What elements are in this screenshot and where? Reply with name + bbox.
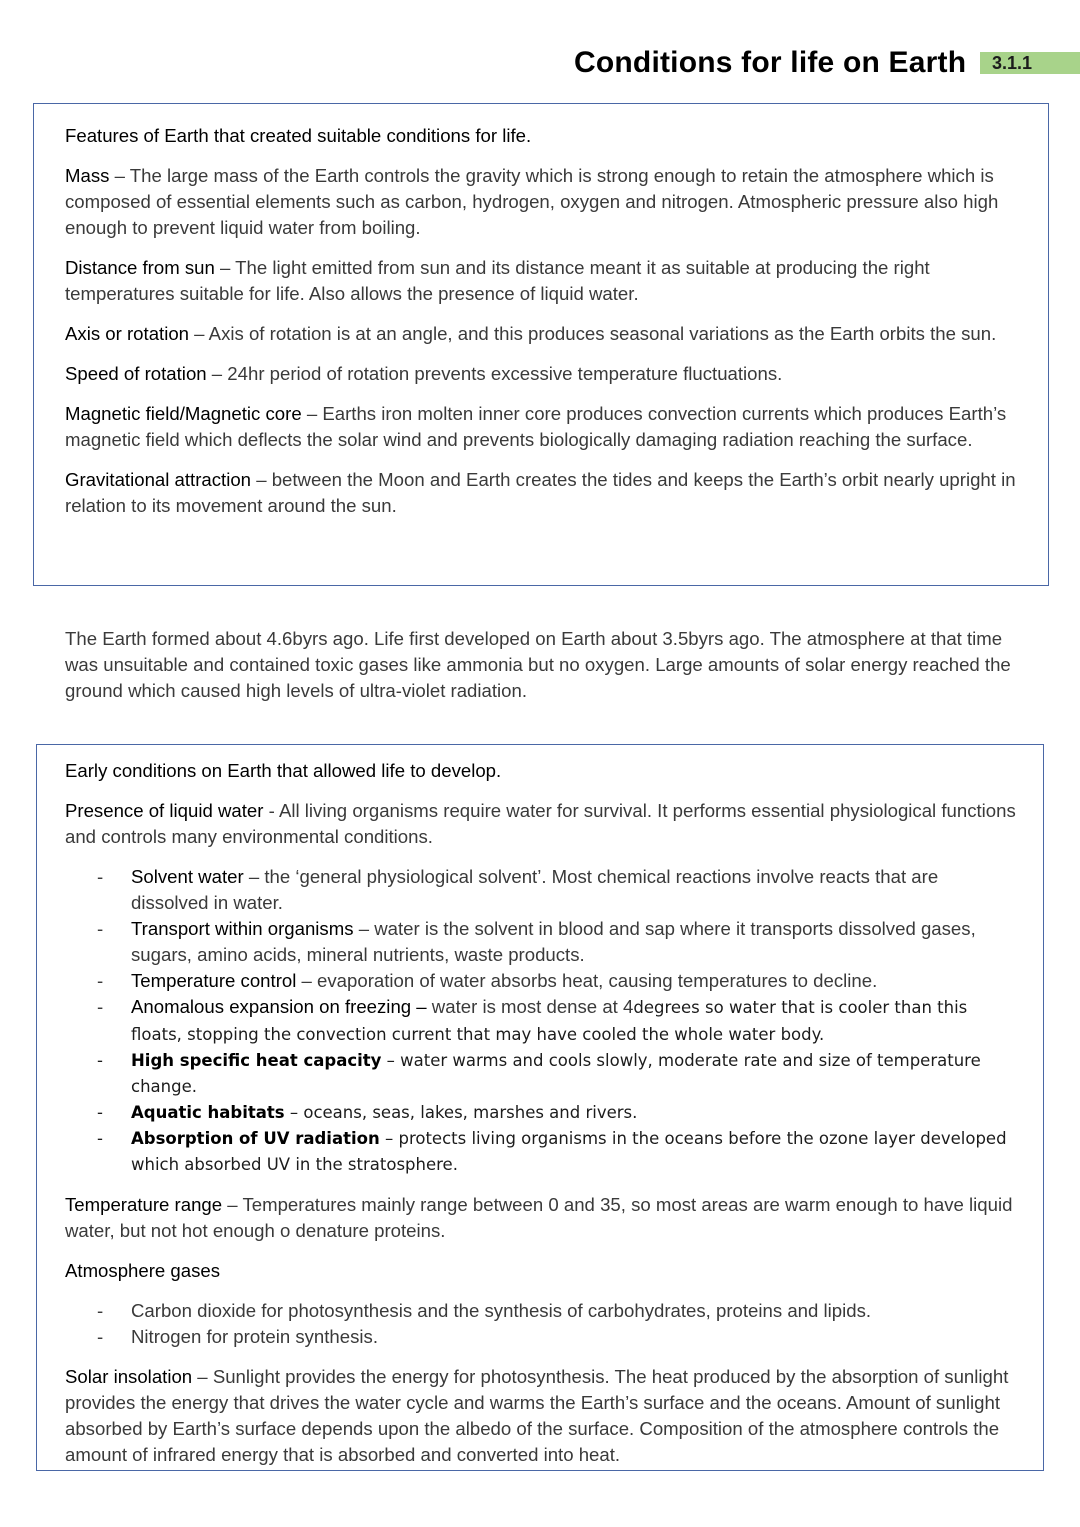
feature-magnetic xyxy=(65,401,1020,453)
features-heading: Features of Earth that created suitable conditions for life. xyxy=(65,125,532,146)
bullet-text: water is most dense at 4 xyxy=(426,996,634,1017)
list-item xyxy=(65,1126,1020,1178)
gases-heading: Atmosphere gases xyxy=(65,1260,221,1281)
feature-mass xyxy=(65,163,1020,241)
intro-paragraph: The Earth formed about 4.6byrs ago. Life first developed on Earth about 3.5byrs ago. The atmosphere at that time was unsuitable and contained toxic gases like ammonia but no oxygen. Large amounts of solar energy reached the ground which caused high levels of ultra-violet radiation. xyxy=(65,628,1011,701)
temperature-term: Temperature range xyxy=(65,1194,223,1215)
gases-bullet-list xyxy=(65,1298,1020,1350)
list-item xyxy=(65,1100,1020,1126)
feature-axis xyxy=(65,321,1020,347)
list-item xyxy=(65,968,1020,994)
feature-term: Distance from sun xyxy=(65,257,215,278)
water-bullet-list xyxy=(65,864,1020,1178)
bullet-term: Absorption of UV radiation xyxy=(131,1129,380,1148)
feature-term: Magnetic field/Magnetic core xyxy=(65,403,302,424)
feature-text: – Axis of rotation is at an angle, and this produces seasonal variations as the Earth orbits the sun. xyxy=(189,323,997,344)
early-heading: Early conditions on Earth that allowed life to develop. xyxy=(65,760,502,781)
feature-text: – 24hr period of rotation prevents excessive temperature fluctuations. xyxy=(206,363,783,384)
feature-gravity xyxy=(65,467,1020,519)
bullet-text-tail: degrees so water that is cooler than this floats, stopping the convection current that may have cooled the whole water body. xyxy=(131,998,968,1044)
feature-term: Speed of rotation xyxy=(65,363,207,384)
feature-term: Mass xyxy=(65,165,110,186)
bullet-text: – water warms and cools slowly, moderate rate and size of temperature change. xyxy=(131,1051,981,1096)
list-item xyxy=(65,1048,1020,1100)
early-conditions-section xyxy=(65,758,1020,1468)
list-item: - Carbon dioxide for photosynthesis and the synthesis of carbohydrates, proteins and lipids. xyxy=(65,1298,1020,1324)
water-term: Presence of liquid water xyxy=(65,800,264,821)
feature-text: – The light emitted from sun and its distance meant it as suitable at producing the right temperatures suitable for life. Also allows the presence of liquid water. xyxy=(65,257,930,304)
feature-term: Axis or rotation xyxy=(65,323,190,344)
feature-term: Gravitational attraction xyxy=(65,469,252,490)
section-code-badge: 3.1.1 xyxy=(980,52,1080,74)
bullet-text: – evaporation of water absorbs heat, causing temperatures to decline. xyxy=(296,970,878,991)
temperature-text: – Temperatures mainly range between 0 and 35, so most areas are warm enough to have liquid water, but not hot enough o denature proteins. xyxy=(65,1194,1013,1241)
feature-text: – between the Moon and Earth creates the tides and keeps the Earth’s orbit nearly upright in relation to its movement around the sun. xyxy=(65,469,1016,516)
feature-distance xyxy=(65,255,1020,307)
feature-text: – The large mass of the Earth controls the gravity which is strong enough to retain the atmosphere which is composed of essential elements such as carbon, hydrogen, oxygen and nitrogen. Atmospheric pressure also high enough to prevent liquid water from boiling. xyxy=(65,165,999,238)
bullet-text: – oceans, seas, lakes, marshes and rivers. xyxy=(284,1103,638,1122)
features-section xyxy=(65,123,1020,519)
solar-text: – Sunlight provides the energy for photosynthesis. The heat produced by the absorption of sunlight provides the energy that drives the water cycle and warms the Earth’s surface and the oceans. Amount of sunlight absorbed by Earth’s surface depends upon the albedo of the surface. Composition of the atmosphere controls the amount of infrared energy that is absorbed and converted into heat. xyxy=(65,1366,1009,1465)
bullet-term: Transport within organisms xyxy=(131,918,354,939)
bullet-text: – protects living organisms in the oceans before the ozone layer developed which absorbed UV in the stratosphere. xyxy=(131,1129,1007,1174)
bullet-term: Solvent water xyxy=(131,866,244,887)
list-item xyxy=(65,864,1020,916)
temperature-paragraph xyxy=(65,1192,1020,1244)
feature-speed xyxy=(65,361,1020,387)
bullet-term: High specific heat capacity xyxy=(131,1051,382,1070)
page-title: Conditions for life on Earth xyxy=(574,46,967,79)
bullet-text: – water is the solvent in blood and sap where it transports dissolved gases, sugars, amino acids, mineral nutrients, waste products. xyxy=(131,918,976,965)
bullet-text: – the ‘general physiological solvent’. Most chemical reactions involve reacts that are dissolved in water. xyxy=(131,866,939,913)
feature-text: – Earths iron molten inner core produces convection currents which produces Earth’s magnetic field which deflects the solar wind and prevents biologically damaging radiation reaching the surface. xyxy=(65,403,1007,450)
water-paragraph xyxy=(65,798,1020,850)
solar-term: Solar insolation xyxy=(65,1366,193,1387)
list-item xyxy=(65,916,1020,968)
bullet-term: Anomalous expansion on freezing – xyxy=(131,996,427,1017)
bullet-term: Temperature control xyxy=(131,970,297,991)
solar-paragraph xyxy=(65,1364,1020,1468)
water-text: - All living organisms require water for survival. It performs essential physiological functions and controls many environmental conditions. xyxy=(65,800,1016,847)
bullet-term: Aquatic habitats xyxy=(131,1103,285,1122)
list-item xyxy=(65,994,1020,1048)
list-item: - Nitrogen for protein synthesis. xyxy=(65,1324,1020,1350)
